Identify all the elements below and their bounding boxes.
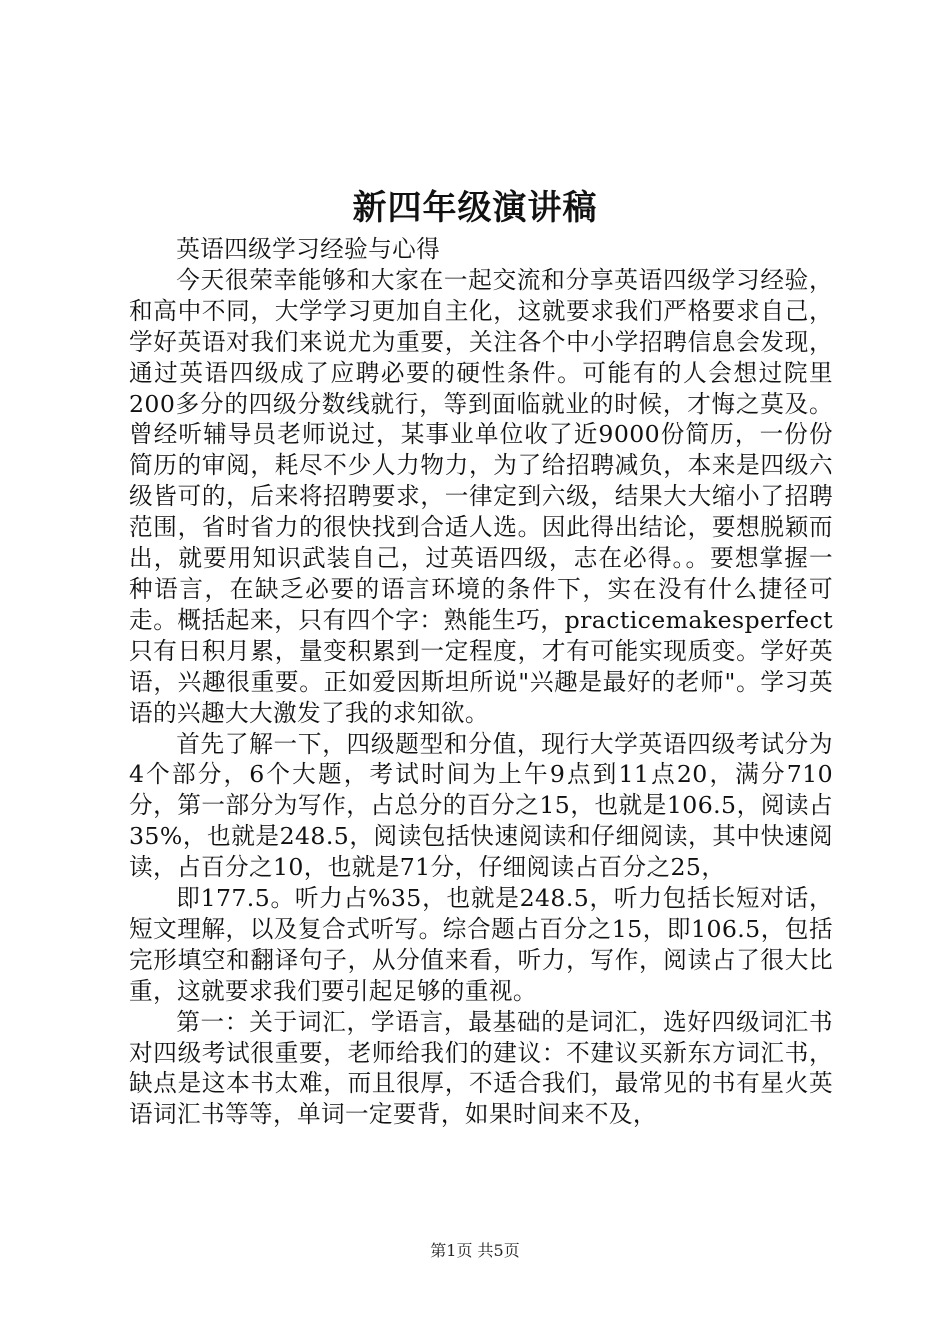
document-title: 新四年级演讲稿 xyxy=(352,188,598,228)
paragraph: 首先了解一下，四级题型和分值，现行大学英语四级考试分为4个部分，6个大题，考试时间为上午9点到11点20，满分710分，第一部分为写作，占总分的百分之15，也就是106.5，阅读占35%，也就是248.5，阅读包括快速阅读和仔细阅读，其中快速阅读，占百分之10，也就是71分，仔细阅读占百分之25， xyxy=(129,729,833,882)
document-body xyxy=(129,234,833,1130)
paragraph-subtitle: 英语四级学习经验与心得 xyxy=(176,235,441,263)
page-number-footer: 第1页 共5页 xyxy=(430,1241,520,1260)
paragraph: 第一：关于词汇，学语言，最基础的是词汇，选好四级词汇书对四级考试很重要，老师给我们的建议：不建议买新东方词汇书，缺点是这本书太难，而且很厚，不适合我们，最常见的书有星火英语词汇书等等，单词一定要背，如果时间来不及， xyxy=(129,1007,833,1129)
paragraph: 即177.5。听力占%35，也就是248.5，听力包括长短对话，短文理解，以及复合式听写。综合题占百分之15，即106.5，包括完形填空和翻译句子，从分值来看，听力，写作，阅读占了很大比重，这就要求我们要引起足够的重视。 xyxy=(129,884,833,1005)
paragraph: 今天很荣幸能够和大家在一起交流和分享英语四级学习经验，和高中不同，大学学习更加自主化，这就要求我们严格要求自己，学好英语对我们来说尤为重要，关注各个中小学招聘信息会发现，通过英语四级成了应聘必要的硬性条件。可能有的人会想过院里200多分的四级分数线就行，等到面临就业的时候，才悔之莫及。曾经听辅导员老师说过，某事业单位收了近9000份简历，一份份简历的审阅，耗尽不少人力物力，为了给招聘减负，本来是四级六级皆可的，后来将招聘要求，一律定到六级，结果大大缩小了招聘范围，省时省力的很快找到合适人选。因此得出结论，要想脱颖而出，就要用知识武装自己，过英语四级，志在必得。。要想掌握一种语言，在缺乏必要的语言环境的条件下，实在没有什么捷径可走。概括起来，只有四个字：熟能生巧，practicemakesperfect只有日积月累，量变积累到一定程度，才有可能实现质变。学好英语，兴趣很重要。正如爱因斯坦所说"兴趣是最好的老师"。学习英语的兴趣大大激发了我的求知欲。 xyxy=(129,265,833,727)
